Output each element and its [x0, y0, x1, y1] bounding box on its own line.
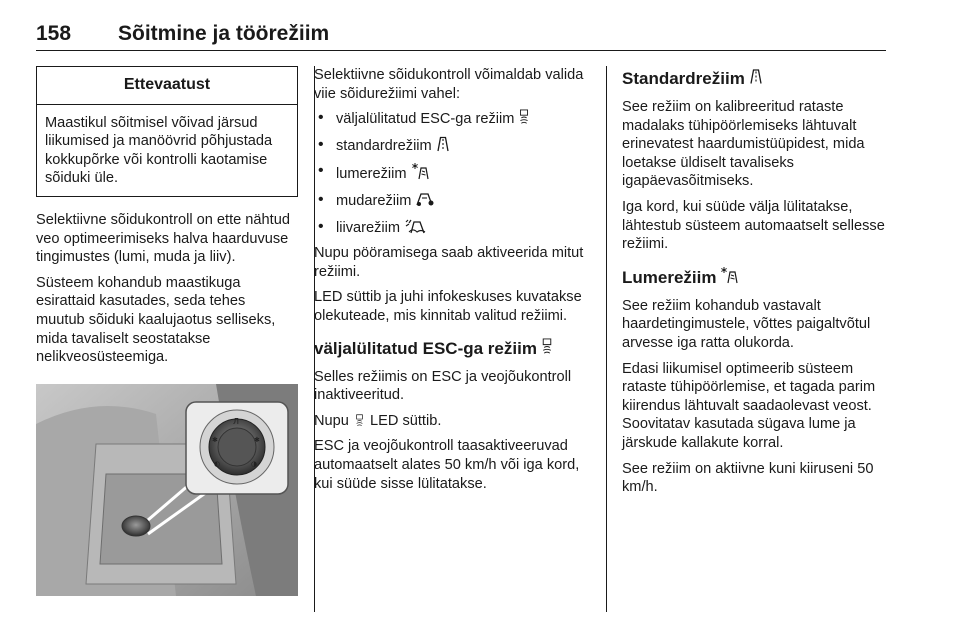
column-left	[36, 66, 298, 601]
paragraph: Nupu LED süttib.	[314, 412, 442, 429]
standard-mode-icon	[436, 136, 450, 152]
mud-mode-icon	[415, 191, 435, 207]
paragraph: Iga kord, kui süüde välja lülitatakse, lähtestub süsteem automaatselt sellesse režiimi.	[622, 198, 885, 253]
paragraph: See režiim on kalibreeritud rataste madalaks tühipöörlemiseks lähtuvalt erinevatest haardumistüüpidest, mida loetakse üldiselt tavaliseks igapäevasõitmiseks.	[622, 99, 865, 190]
column-right	[622, 66, 890, 504]
list-item: • mudarežiim	[314, 191, 586, 211]
svg-text:✱: ✱	[212, 435, 218, 444]
list-item: • väljalülitatud ESC-ga režiim	[314, 109, 586, 129]
snow-mode-icon	[411, 162, 429, 180]
svg-text:✱: ✱	[254, 435, 260, 444]
section-heading: Lumerežiim	[622, 266, 890, 288]
caution-text: Maastikul sõitmisel võivad järsud liikumised ja manöövrid põhjustada kokkupõrke või kontrolli kaotamise sõiduki üle.	[45, 114, 273, 187]
paragraph: Nupu pööramisega saab aktiveerida mitut režiimi.	[314, 245, 584, 280]
caution-box	[36, 66, 298, 197]
list-item: • liivarežiim	[314, 218, 586, 238]
svg-text:◐: ◐	[214, 459, 221, 468]
section-heading: Standardrežiim	[622, 68, 890, 89]
page-number: 158	[36, 22, 72, 45]
svg-text:◑: ◑	[251, 459, 258, 468]
mode-list	[314, 109, 586, 237]
sand-mode-icon	[404, 218, 426, 234]
esc-off-icon	[541, 338, 553, 355]
caution-title: Ettevaatust	[37, 67, 297, 105]
page-header	[36, 22, 886, 50]
selector-knob-photo	[36, 384, 298, 596]
esc-off-icon	[355, 414, 364, 427]
paragraph: Edasi liikumisel optimeerib süsteem rataste tühipöörlemise, et tagada parim kiirendus lähtuvalt saadaolevast veost. Soovitatav kasutada sügava lume ja järskude kallakute korral.	[622, 360, 876, 451]
snow-mode-icon	[720, 266, 738, 284]
esc-off-icon	[518, 109, 530, 125]
standard-mode-icon	[749, 68, 763, 85]
paragraph: Süsteem kohandub maastikuga esirattaid kasutades, seda tehes muutub sõiduki kaalujaotus selliseks, mida tavaliselt seostatakse nelikveosüsteemiga.	[36, 274, 276, 366]
column-divider	[606, 66, 607, 612]
paragraph: Selles režiimis on ESC ja veojõukontroll inaktiveeritud.	[314, 368, 572, 404]
list-item: • standardrežiim	[314, 136, 586, 156]
paragraph: See režiim on aktiivne kuni kiiruseni 50 km/h.	[622, 460, 874, 496]
paragraph: Selektiivne sõidukontroll võimaldab valida viie sõidurežiimi vahel:	[314, 67, 584, 102]
header-rule	[36, 50, 886, 51]
paragraph: ESC ja veojõukontroll taasaktiveeruvad automaatselt alates 50 km/h või iga kord, kui süüde sisse lülitatakse.	[314, 438, 580, 492]
svg-text:Л: Л	[233, 416, 240, 426]
paragraph: Selektiivne sõidukontroll on ette nähtud veo optimeerimiseks halva haarduvuse tingimustes (lumi, muda ja liiv).	[36, 211, 290, 266]
section-heading: väljalülitatud ESC-ga režiim	[314, 338, 586, 359]
column-middle	[314, 66, 594, 500]
chapter-title: Sõitmine ja töörežiim	[118, 22, 330, 45]
paragraph: See režiim kohandub vastavalt haardetingimustele, võttes paigaltvõtul arvesse iga ratta olukorda.	[622, 297, 871, 351]
paragraph: LED süttib ja juhi infokeskuses kuvatakse olekuteade, mis kinnitab valitud režiimi.	[314, 289, 582, 324]
list-item: • lumerežiim	[314, 162, 586, 184]
